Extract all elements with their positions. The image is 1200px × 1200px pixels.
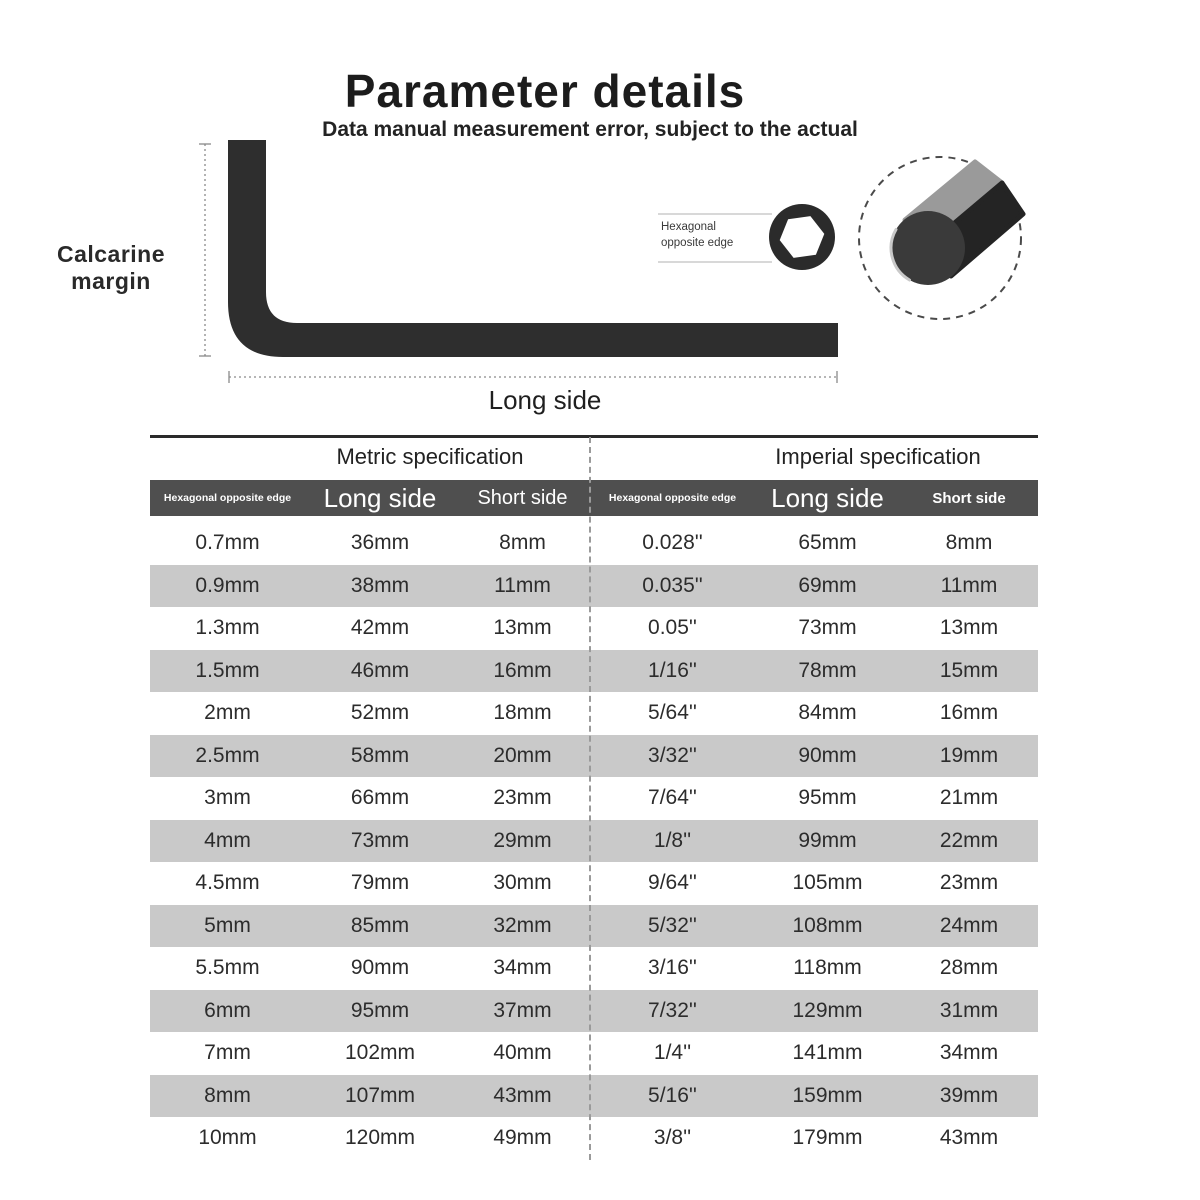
table-cell: 6mm — [204, 998, 251, 1022]
table-rows — [150, 522, 1038, 1160]
column-header: Long side — [323, 482, 437, 513]
table-cell: 0.028'' — [642, 531, 703, 555]
table-cell: 11mm — [940, 573, 998, 597]
table-cell: 141mm — [792, 1041, 863, 1065]
table-cell: 34mm — [493, 956, 552, 980]
table-cell: 5/32'' — [648, 913, 697, 937]
table-row — [150, 607, 1038, 650]
table-cell: 73mm — [350, 828, 410, 852]
table-cell: 7mm — [204, 1041, 251, 1065]
column-header: Long side — [771, 482, 884, 513]
table-cell: 40mm — [493, 1041, 552, 1065]
table-cell: 108mm — [792, 913, 863, 937]
table-cell: 32mm — [493, 913, 552, 937]
table-row — [150, 565, 1038, 608]
table-cell: 4mm — [204, 828, 251, 852]
table-cell: 1/16'' — [648, 658, 697, 682]
table-cell: 46mm — [350, 658, 410, 682]
table-cell: 28mm — [939, 956, 999, 980]
table-cell: 8mm — [945, 531, 993, 555]
group-header-metric: Metric specification — [336, 444, 524, 469]
table-cell: 21mm — [939, 786, 999, 810]
group-header-imperial: Imperial specification — [775, 444, 981, 469]
table-cell: 49mm — [493, 1126, 552, 1150]
table-cell: 16mm — [939, 701, 999, 725]
table-cell: 0.05'' — [648, 616, 697, 640]
table-cell: 7/64'' — [648, 786, 697, 810]
table-cell: 11mm — [494, 573, 551, 597]
table-cell: 39mm — [939, 1083, 999, 1107]
table-cell: 5mm — [204, 913, 251, 937]
hex-rod-zoom-view — [859, 157, 1023, 319]
table-cell: 16mm — [493, 658, 552, 682]
table-cell: 90mm — [798, 743, 857, 767]
table-cell: 3/8'' — [653, 1126, 692, 1150]
table-cell: 66mm — [350, 786, 410, 810]
table-cell: 1/4'' — [653, 1041, 692, 1065]
column-header: Hexagonal opposite edge — [163, 492, 292, 504]
table-cell: 8mm — [499, 531, 546, 555]
column-header: Short side — [932, 489, 1006, 507]
table-row — [150, 947, 1038, 990]
hex-key-diagram — [0, 0, 1200, 440]
table-cell: 73mm — [798, 616, 857, 640]
table-cell: 18mm — [493, 701, 552, 725]
table-cell: 8mm — [204, 1083, 251, 1107]
table-section-divider — [589, 437, 591, 1160]
table-cell: 38mm — [350, 573, 410, 597]
table-cell: 30mm — [493, 871, 552, 895]
table-cell: 129mm — [792, 998, 863, 1022]
table-cell: 13mm — [493, 616, 552, 640]
table-cell: 0.9mm — [195, 573, 260, 597]
table-cell: 84mm — [798, 701, 857, 725]
table-cell: 107mm — [344, 1083, 416, 1107]
table-header-row — [150, 480, 1038, 516]
page-subtitle: Data manual measurement error, subject to the actual — [322, 118, 858, 141]
table-cell: 5/16'' — [648, 1083, 697, 1107]
table-cell: 3/32'' — [648, 743, 697, 767]
table-cell: 42mm — [350, 616, 410, 640]
table-cell: 105mm — [792, 871, 863, 895]
table-cell: 0.035'' — [642, 573, 703, 597]
table-row — [150, 1075, 1038, 1118]
table-row — [150, 777, 1038, 820]
table-row — [150, 692, 1038, 735]
table-cell: 118mm — [793, 956, 862, 980]
table-cell: 120mm — [344, 1126, 416, 1150]
table-cell: 31mm — [939, 998, 999, 1022]
table-cell: 2.5mm — [195, 743, 260, 767]
table-cell: 43mm — [939, 1126, 999, 1150]
table-row — [150, 650, 1038, 693]
table-cell: 5.5mm — [195, 956, 260, 980]
table-cell: 24mm — [939, 913, 999, 937]
table-cell: 1/8'' — [653, 828, 692, 852]
table-row — [150, 1032, 1038, 1075]
table-cell: 7/32'' — [648, 998, 697, 1022]
table-cell: 13mm — [939, 616, 999, 640]
table-cell: 22mm — [939, 828, 999, 852]
table-cell: 5/64'' — [648, 701, 697, 725]
table-cell: 102mm — [344, 1041, 416, 1065]
table-cell: 1.5mm — [195, 658, 260, 682]
table-cell: 2mm — [204, 701, 251, 725]
hex-cross-section-icon — [769, 204, 835, 270]
hex-opposite-edge-label — [661, 219, 771, 251]
table-row — [150, 820, 1038, 863]
table-cell: 19mm — [939, 743, 999, 767]
table-cell: 34mm — [939, 1041, 999, 1065]
column-header: Short side — [477, 486, 568, 509]
table-top-rule — [150, 435, 1038, 438]
table-cell: 52mm — [350, 701, 410, 725]
table-cell: 20mm — [493, 743, 552, 767]
table-cell: 65mm — [798, 531, 857, 555]
hex-opposite-edge-label-line2: opposite edge — [661, 237, 734, 250]
table-cell: 4.5mm — [195, 871, 260, 895]
table-cell: 1.3mm — [195, 616, 260, 640]
table-row — [150, 522, 1038, 565]
table-cell: 23mm — [939, 871, 999, 895]
table-row — [150, 905, 1038, 948]
table-cell: 78mm — [798, 658, 857, 682]
long-side-dimension-line — [229, 371, 837, 383]
table-cell: 3/16'' — [648, 956, 697, 980]
table-cell: 3mm — [204, 786, 251, 810]
table-cell: 79mm — [350, 871, 410, 895]
table-cell: 36mm — [350, 531, 410, 555]
table-cell: 69mm — [798, 573, 857, 597]
table-cell: 95mm — [798, 786, 857, 810]
table-cell: 23mm — [493, 786, 552, 810]
table-cell: 0.7mm — [195, 531, 260, 555]
table-row — [150, 1117, 1038, 1160]
table-cell: 90mm — [350, 956, 410, 980]
table-cell: 179mm — [792, 1126, 863, 1150]
table-cell: 85mm — [350, 913, 410, 937]
table-cell: 95mm — [350, 998, 410, 1022]
table-cell: 37mm — [493, 998, 552, 1022]
table-cell: 29mm — [493, 828, 552, 852]
hex-opposite-edge-label-line1: Hexagonal — [661, 221, 716, 233]
table-row — [150, 990, 1038, 1033]
table-cell: 9/64'' — [648, 871, 697, 895]
column-header: Hexagonal opposite edge — [608, 492, 737, 504]
table-cell: 99mm — [798, 828, 857, 852]
table-row — [150, 862, 1038, 905]
table-row — [150, 735, 1038, 778]
table-cell: 43mm — [493, 1083, 552, 1107]
long-side-label: Long side — [488, 385, 602, 415]
table-cell: 10mm — [198, 1126, 257, 1150]
table-cell: 58mm — [350, 743, 410, 767]
table-cell: 159mm — [792, 1083, 863, 1107]
page-title: Parameter details — [344, 65, 746, 117]
table-cell: 15mm — [939, 658, 999, 682]
short-side-label: Calcarine margin — [56, 241, 166, 294]
